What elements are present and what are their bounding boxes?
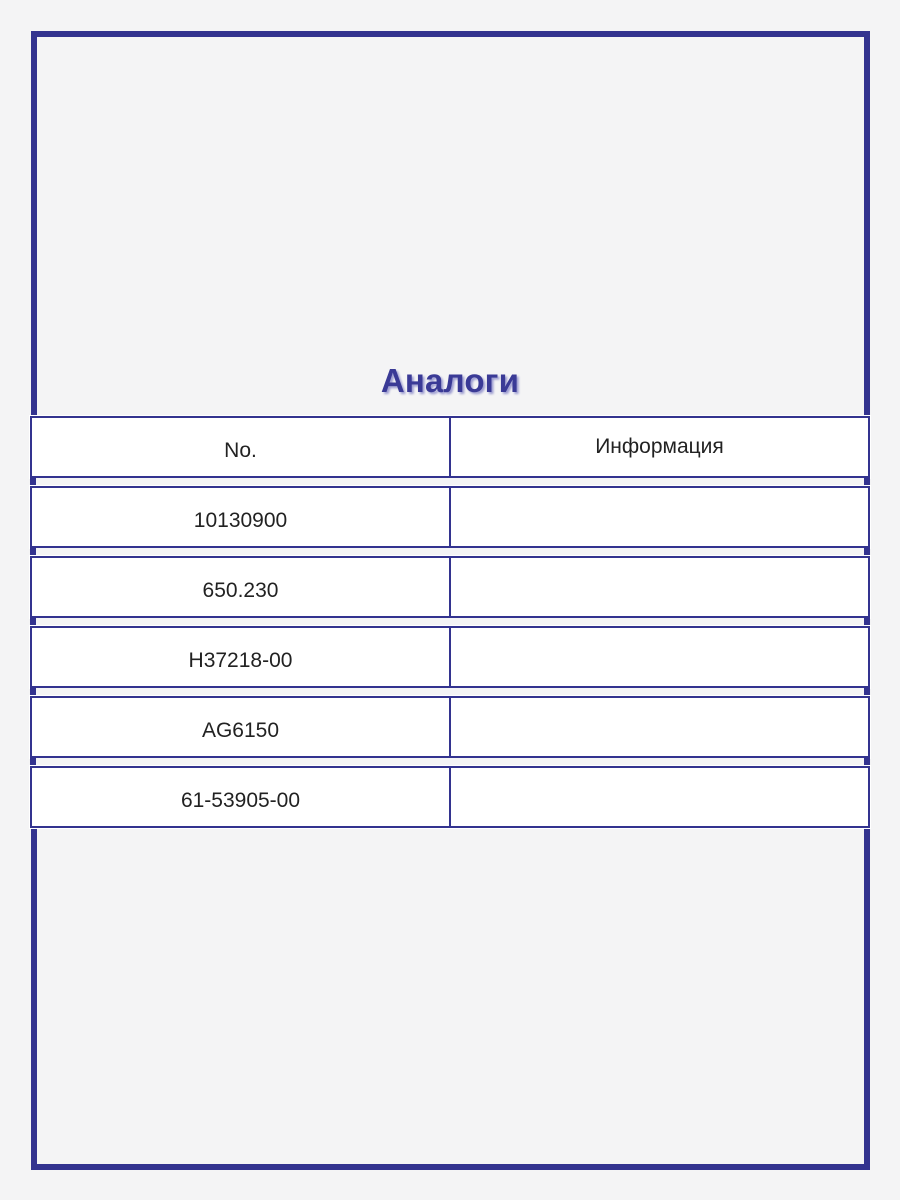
row-number: 10130900 <box>193 509 288 532</box>
cell-info <box>449 768 870 826</box>
row-number: H37218-00 <box>188 649 293 672</box>
cell-info <box>449 488 870 546</box>
table-header-row <box>30 416 870 478</box>
header-cell-info <box>449 418 870 476</box>
cell-number <box>30 768 451 826</box>
table-row <box>30 766 870 828</box>
table-row <box>30 696 870 758</box>
cell-info <box>449 698 870 756</box>
cell-number <box>30 628 451 686</box>
row-separator <box>30 618 870 626</box>
row-separator <box>30 688 870 696</box>
cell-number <box>30 558 451 616</box>
table-row <box>30 626 870 688</box>
row-number: AG6150 <box>201 719 280 742</box>
cell-number <box>30 488 451 546</box>
header-info-label: Информация <box>595 435 724 458</box>
page-title: Аналоги <box>380 362 520 399</box>
header-number-label: No. <box>224 439 257 462</box>
row-number: 650.230 <box>202 579 279 602</box>
cell-info <box>449 628 870 686</box>
row-separator <box>30 548 870 556</box>
cell-info <box>449 558 870 616</box>
header-cell-number <box>30 418 451 476</box>
row-number: 61-53905-00 <box>180 789 301 812</box>
table-row <box>30 486 870 548</box>
cell-number <box>30 698 451 756</box>
row-separator <box>30 478 870 486</box>
row-separator <box>30 758 870 766</box>
table-row <box>30 556 870 618</box>
